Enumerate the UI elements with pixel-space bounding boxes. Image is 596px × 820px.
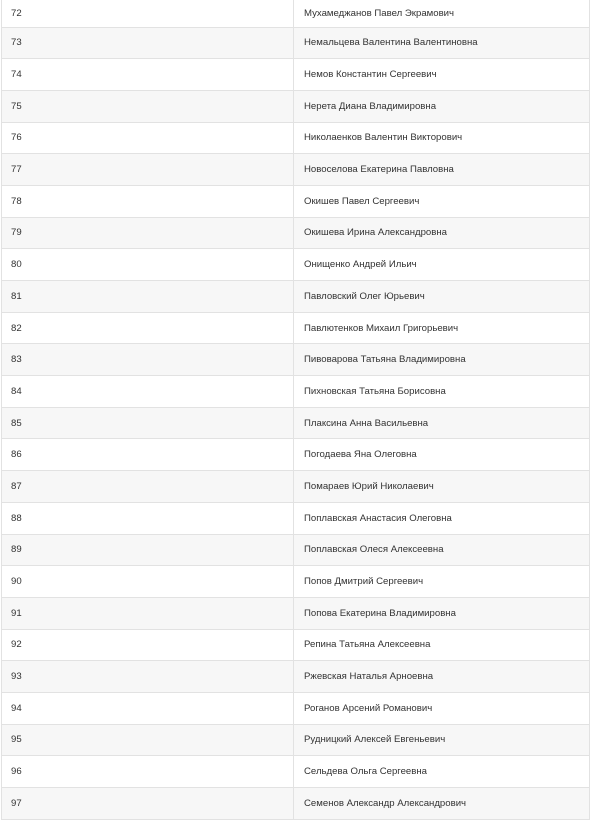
full-name-cell: Репина Татьяна Алексеевна bbox=[294, 629, 590, 661]
table-row bbox=[2, 217, 590, 249]
full-name-cell: Николаенков Валентин Викторович bbox=[294, 122, 590, 154]
row-number-cell: 85 bbox=[2, 407, 294, 439]
row-number-cell: 90 bbox=[2, 566, 294, 598]
table-row bbox=[2, 788, 590, 820]
row-number-cell: 75 bbox=[2, 90, 294, 122]
row-number-cell: 72 bbox=[2, 0, 294, 27]
table-row bbox=[2, 724, 590, 756]
table-row bbox=[2, 122, 590, 154]
table-row bbox=[2, 376, 590, 408]
full-name-cell: Новоселова Екатерина Павловна bbox=[294, 154, 590, 186]
full-name-cell: Пивоварова Татьяна Владимировна bbox=[294, 344, 590, 376]
row-number-cell: 79 bbox=[2, 217, 294, 249]
table-row bbox=[2, 756, 590, 788]
table-row bbox=[2, 344, 590, 376]
table-row bbox=[2, 27, 590, 59]
row-number-cell: 74 bbox=[2, 59, 294, 91]
full-name-cell: Сельдева Ольга Сергеевна bbox=[294, 756, 590, 788]
full-name-cell: Помараев Юрий Николаевич bbox=[294, 471, 590, 503]
row-number-cell: 81 bbox=[2, 281, 294, 313]
row-number-cell: 80 bbox=[2, 249, 294, 281]
table-row bbox=[2, 597, 590, 629]
table-row bbox=[2, 439, 590, 471]
table-row bbox=[2, 692, 590, 724]
full-name-cell: Роганов Арсений Романович bbox=[294, 692, 590, 724]
full-name-cell: Ржевская Наталья Арноевна bbox=[294, 661, 590, 693]
table-row bbox=[2, 407, 590, 439]
table-row bbox=[2, 154, 590, 186]
full-name-cell: Немов Константин Сергеевич bbox=[294, 59, 590, 91]
full-name-cell: Окишева Ирина Александровна bbox=[294, 217, 590, 249]
participants-table bbox=[1, 0, 590, 820]
row-number-cell: 77 bbox=[2, 154, 294, 186]
row-number-cell: 82 bbox=[2, 312, 294, 344]
full-name-cell: Поплавская Олеся Алексеевна bbox=[294, 534, 590, 566]
full-name-cell: Нерета Диана Владимировна bbox=[294, 90, 590, 122]
full-name-cell: Павловский Олег Юрьевич bbox=[294, 281, 590, 313]
full-name-cell: Поплавская Анастасия Олеговна bbox=[294, 502, 590, 534]
table-row bbox=[2, 90, 590, 122]
row-number-cell: 97 bbox=[2, 788, 294, 820]
table-row bbox=[2, 534, 590, 566]
full-name-cell: Семенов Александр Александрович bbox=[294, 788, 590, 820]
row-number-cell: 86 bbox=[2, 439, 294, 471]
full-name-cell: Рудницкий Алексей Евгеньевич bbox=[294, 724, 590, 756]
row-number-cell: 76 bbox=[2, 122, 294, 154]
full-name-cell: Немальцева Валентина Валентиновна bbox=[294, 27, 590, 59]
full-name-cell: Пихновская Татьяна Борисовна bbox=[294, 376, 590, 408]
row-number-cell: 94 bbox=[2, 692, 294, 724]
row-number-cell: 93 bbox=[2, 661, 294, 693]
full-name-cell: Павлютенков Михаил Григорьевич bbox=[294, 312, 590, 344]
table-row bbox=[2, 281, 590, 313]
participants-table-container bbox=[1, 0, 589, 820]
table-row bbox=[2, 566, 590, 598]
table-body bbox=[2, 0, 590, 819]
table-row bbox=[2, 59, 590, 91]
full-name-cell: Попова Екатерина Владимировна bbox=[294, 597, 590, 629]
row-number-cell: 87 bbox=[2, 471, 294, 503]
row-number-cell: 88 bbox=[2, 502, 294, 534]
table-row bbox=[2, 629, 590, 661]
full-name-cell: Плаксина Анна Васильевна bbox=[294, 407, 590, 439]
row-number-cell: 73 bbox=[2, 27, 294, 59]
row-number-cell: 91 bbox=[2, 597, 294, 629]
full-name-cell: Онищенко Андрей Ильич bbox=[294, 249, 590, 281]
row-number-cell: 78 bbox=[2, 185, 294, 217]
table-row bbox=[2, 249, 590, 281]
full-name-cell: Погодаева Яна Олеговна bbox=[294, 439, 590, 471]
row-number-cell: 89 bbox=[2, 534, 294, 566]
row-number-cell: 92 bbox=[2, 629, 294, 661]
table-row bbox=[2, 471, 590, 503]
table-row bbox=[2, 502, 590, 534]
full-name-cell: Мухамеджанов Павел Экрамович bbox=[294, 0, 590, 27]
table-row bbox=[2, 0, 590, 27]
full-name-cell: Попов Дмитрий Сергеевич bbox=[294, 566, 590, 598]
table-row bbox=[2, 661, 590, 693]
row-number-cell: 96 bbox=[2, 756, 294, 788]
row-number-cell: 83 bbox=[2, 344, 294, 376]
row-number-cell: 84 bbox=[2, 376, 294, 408]
table-row bbox=[2, 185, 590, 217]
row-number-cell: 95 bbox=[2, 724, 294, 756]
table-row bbox=[2, 312, 590, 344]
full-name-cell: Окишев Павел Сергеевич bbox=[294, 185, 590, 217]
